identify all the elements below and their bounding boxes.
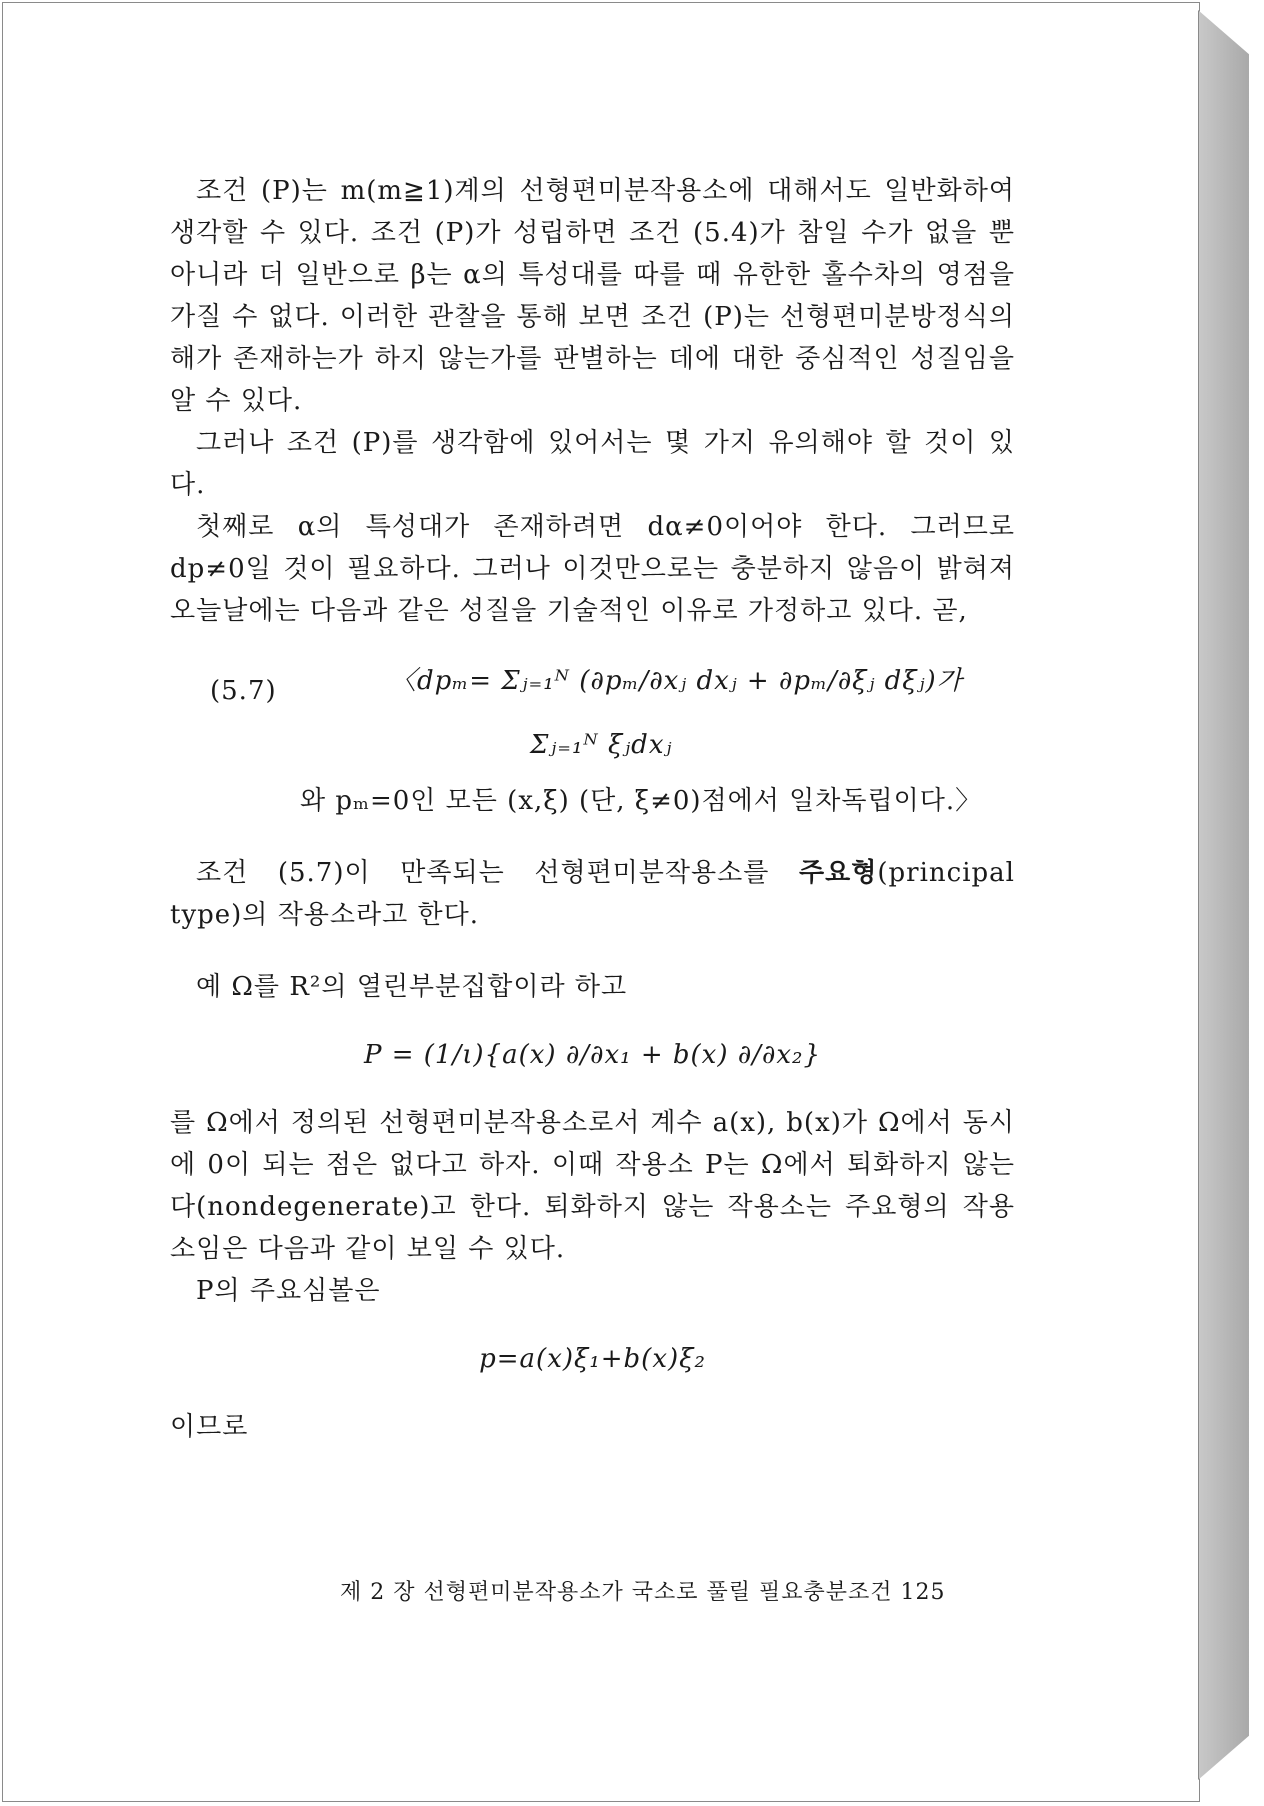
formula-5-7 [170,650,1015,780]
page-body [170,170,1015,1448]
principal-term: 주요형 [799,858,878,888]
paragraph-first: 첫째로 α의 특성대가 존재하려면 dα≠0이어야 한다. 그러므로 dp≠0일 것이 필요하다. 그러나 이것만으로는 충분하지 않음이 밝혀져 오늘날에는 다음과 같은 성질을 기술적인 이유로 가정하고 있다. 곧, [170,512,1015,626]
paragraph-principal-type [170,852,1015,936]
formula-condition: 와 pₘ=0인 모든 (x,ξ) (단, ξ≠0)점에서 일차독립이다.〉 [300,786,983,816]
page-footer: 제 2 장 선형편미분작용소가 국소로 풀릴 필요충분조건 125 [340,1580,946,1605]
closing-text: 이므로 [170,1412,249,1442]
formula-label: (5.7) [210,676,277,706]
formula-operator-P: P = (1/ι){a(x) ∂/∂x₁ + b(x) ∂/∂x₂} [363,1040,822,1070]
page-stack-edge [1198,10,1249,1780]
paragraph-condition-p: 조건 (P)는 m(m≧1)계의 선형편미분작용소에 대해서도 일반화하여 생각할 수 있다. 조건 (P)가 성립하면 조건 (5.4)가 참일 수가 없을 뿐 아니라 더 일반으로 β는 α의 특성대를 따를 때 유한한 홀수차의 영점을 가질 수 없다. 이러한 관찰을 통해 보면 조건 (P)는 선형편미분방정식의 해가 존재하는가 하지 않는가를 판별하는 데에 대한 중심적인 성질임을 알 수 있다. [170,176,1015,416]
paragraph-example: 를 Ω에서 정의된 선형편미분작용소로서 계수 a(x), b(x)가 Ω에서 동시에 0이 되는 점은 없다고 하자. 이때 작용소 P는 Ω에서 퇴화하지 않는다(nondegenerate)고 한다. 퇴화하지 않는 작용소는 주요형의 작용소임은 다음과 같이 보일 수 있다. [170,1108,1015,1264]
formula-symbol-p: p=a(x)ξ₁+b(x)ξ₂ [479,1344,706,1374]
formula-sub: Σⱼ₌₁ᴺ ξⱼdxⱼ [530,730,673,760]
paragraph-caution: 그러나 조건 (P)를 생각함에 있어서는 몇 가지 유의해야 할 것이 있다. [170,428,1015,500]
symbol-intro: P의 주요심볼은 [196,1276,381,1306]
example-intro: 예 Ω를 R²의 열린부분집합이라 하고 [196,972,628,1002]
principal-text-b: (principal type)의 작용소라고 한다. [170,858,1015,930]
formula-main: 〈dpₘ= Σⱼ₌₁ᴺ (∂pₘ/∂xⱼ dxⱼ + ∂pₘ/∂ξⱼ dξⱼ)가 [390,666,963,696]
principal-text-a: 조건 (5.7)이 만족되는 선형편미분작용소를 [196,858,800,888]
